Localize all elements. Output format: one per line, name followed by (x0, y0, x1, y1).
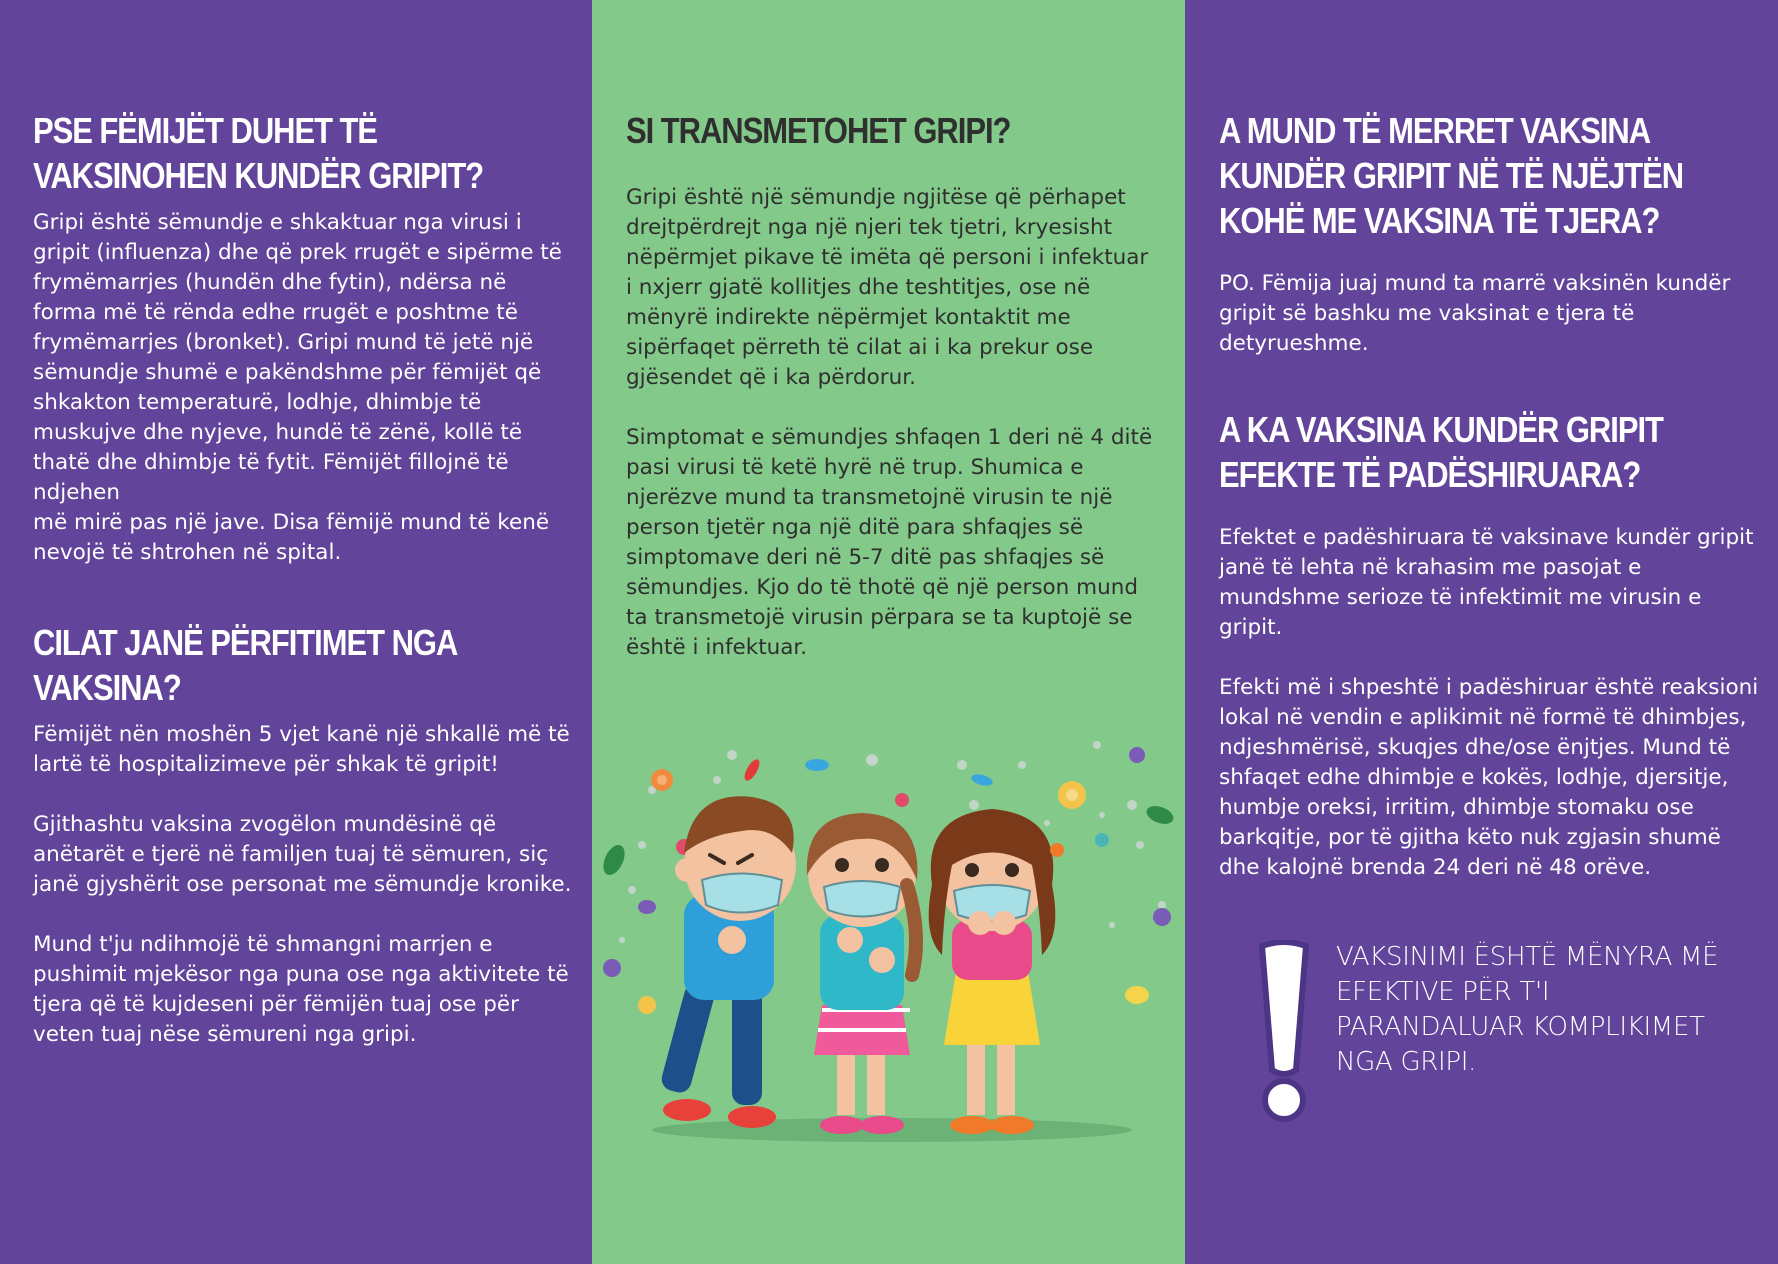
heading-coadministration: A MUND TË MERRET VAKSINA KUNDËR GRIPIT NË TË NJËJTËN KOHË ME VAKSINA TË TJERA? (1219, 110, 1684, 241)
children-coughing-illustration (592, 735, 1185, 1155)
callout-text: VAKSINIMI ËSHTË MËNYRA MË EFEKTIVE PËR T'I PARANDALUAR KOMPLIKIMET NGA GRIPI. (1336, 942, 1719, 1077)
paragraph-transmission: Gripi është një sëmundje ngjitëse që përhapet drejtpërdrejt nga një njeri tek tjetri, kryesisht nëpërmjet pikave të imëta që personi i infektuar i nxjerr gjatë kollitjes dhe teshtitjes, ose në mënyrë indirekte nëpërmjet kontaktit me sipërfaqet përreth të cilat ai i ka prekur ose gjësendet që i ka përdorur. (626, 185, 1149, 390)
paragraph-family-protection: Gjithashtu vaksina zvogëlon mundësinë që anëtarët e tjerë në familjen tuaj të sëmuren, siç janë gjyshërit ose personat me sëmundje kronike. (33, 812, 572, 897)
left-panel (0, 0, 592, 1264)
paragraph-flu-symptoms: sëmundje shumë e pakëndshme për fëmijët që shkakton temperaturë, lodhje, dhimbje të muskujve dhe nyjeve, hundë të zënë, kollë të thatë dhe dhimbje të fytit. Fëmijët fillojnë të ndjehen (33, 360, 542, 505)
girl-figure-right (929, 809, 1064, 1134)
paragraph-sick-leave: Mund t'ju ndihmojë të shmangni marrjen e pushimit mjekësor nga puna ose nga aktivitete të tjera që të kujdeseni për fëmijën tuaj ose për veten tuaj nëse sëmureni nga gripi. (33, 932, 569, 1047)
heading-why-vaccinate: PSE FËMIJËT DUHET TË VAKSINOHEN KUNDËR GRIPIT? (33, 110, 484, 196)
paragraph-flu-definition: Gripi është sëmundje e shkaktuar nga virusi i gripit (influenza) dhe që prek rrugët e sipërme të frymëmarrjes (hundën dhe fytin), ndërsa në forma më të rënda edhe rrugët e poshtme të frymëmarrjes (bronket). Gripi mund të jetë një (33, 210, 562, 355)
middle-panel (592, 0, 1185, 1264)
heading-transmission: SI TRANSMETOHET GRIPI? (626, 110, 1011, 151)
paragraph-coadministration: PO. Fëmija juaj mund ta marrë vaksinën kundër gripit së bashku me vaksinat e tjera të detyrueshme. (1219, 271, 1731, 356)
girl-figure-middle (807, 813, 918, 1134)
paragraph-flu-recovery: më mirë pas një jave. Disa fëmijë mund të kenë nevojë të shtrohen në spital. (33, 510, 550, 565)
heading-benefits: CILAT JANË PËRFITIMET NGA VAKSINA? (33, 622, 457, 708)
paragraph-hospitalization: Fëmijët nën moshën 5 vjet kanë një shkallë më të lartë të hospitalizimeve për shkak të gripit! (33, 722, 570, 777)
paragraph-side-effects-common: Efekti më i shpeshtë i padëshiruar është reaksioni lokal në vendin e aplikimit në formë të dhimbjes, ndjeshmërisë, skuqjes dhe/ose ënjtjes. Mund të shfaqet edhe dhimbje e kokës, lodhje, djersitje, humbje oreksi, irritim, dhimbje stomaku ose barkqitje, por të gjitha këto nuk zgjasin shumë dhe kalojnë brenda 24 deri në 48 orëve. (1219, 675, 1759, 880)
heading-side-effects: A KA VAKSINA KUNDËR GRIPIT EFEKTE TË PADËSHIRUARA? (1219, 409, 1663, 495)
paragraph-symptom-onset: Simptomat e sëmundjes shfaqen 1 deri në 4 ditë pasi virusi të ketë hyrë në trup. Shumica e njerëzve mund ta transmetojnë virusin te një person tjetër nga një ditë para shfaqjes së simptomave deri në 5-7 ditë pas shfaqjes së sëmundjes. Kjo do të thotë që një person mund ta transmetojë virusin përpara se ta kuptojë se është i infektuar. (626, 425, 1153, 660)
vaccination-callout (1252, 940, 1736, 1125)
paragraph-side-effects-mild: Efektet e padëshiruara të vaksinave kundër gripit janë të lehta në krahasim me pasojat e mundshme serioze të infektimit me virusin e gripit. (1219, 525, 1754, 640)
exclamation-icon (1252, 940, 1316, 1125)
